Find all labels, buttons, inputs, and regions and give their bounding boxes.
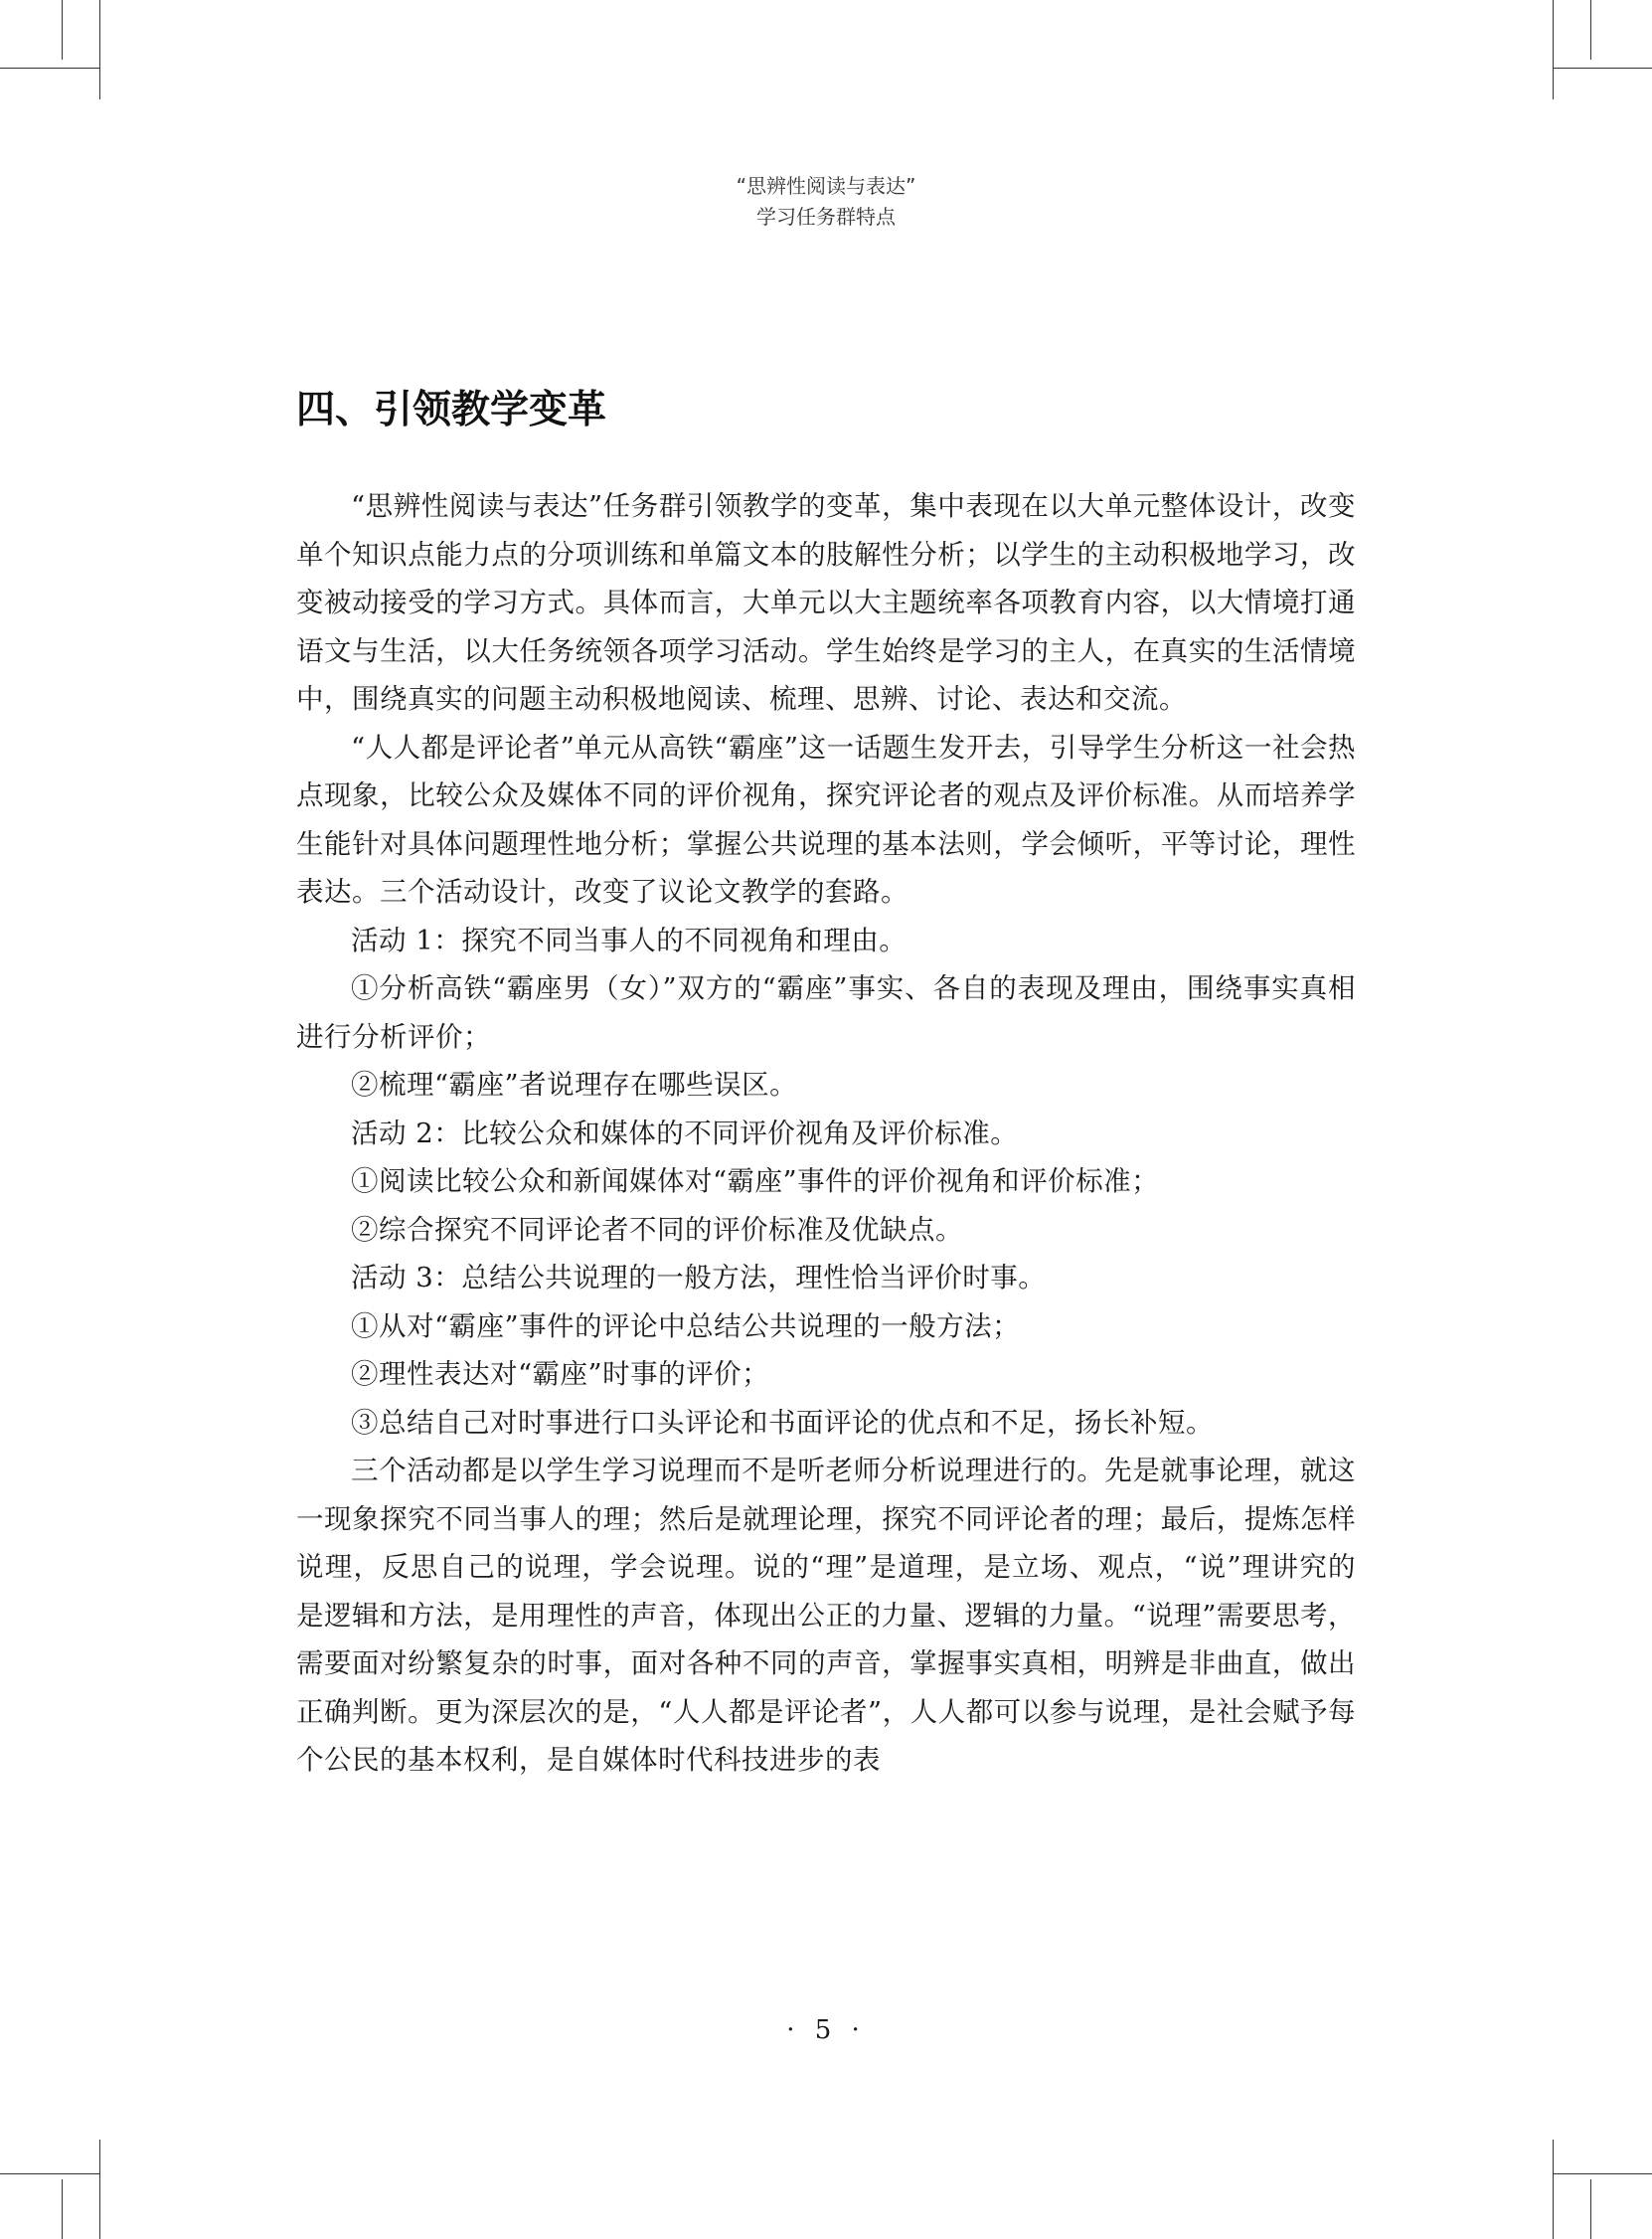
activity-2-title: 活动 2：比较公众和媒体的不同评价视角及评价标准。 [351, 1117, 1019, 1149]
running-head-line-2: 学习任务群特点 [756, 205, 896, 229]
crop-mark-bottom-right-v2 [1553, 2140, 1554, 2239]
section-heading: 四、引领教学变革 [296, 387, 607, 432]
activity-1-item-2: ②梳理“霸座”者说理存在哪些误区。 [351, 1069, 798, 1101]
crop-mark-bottom-left-v [62, 2179, 63, 2239]
page-number: · 5 · [786, 2015, 866, 2045]
crop-mark-bottom-left-v2 [99, 2140, 100, 2239]
running-head [0, 171, 1652, 233]
activity-2-item-1: ①阅读比较公众和新闻媒体对“霸座”事件的评价视角和评价标准； [351, 1165, 1160, 1197]
crop-mark-bottom-right-v [1590, 2179, 1591, 2239]
crop-mark-top-right-v2 [1553, 0, 1554, 99]
crop-mark-bottom-right-h [1553, 2173, 1652, 2174]
paragraph-unit: “人人都是评论者”单元从高铁“霸座”这一话题生发开去，引导学生分析这一社会热点现象，比较公众及媒体不同的评价视角，探究评论者的观点及评价标准。从而培养学生能针对具体问题理性地分析；掌握公共说理的基本法则，学会倾听，平等讨论，理性表达。三个活动设计，改变了议论文教学的套路。 [296, 731, 1356, 908]
crop-mark-bottom-left-h [0, 2173, 99, 2174]
crop-mark-top-left-h [0, 68, 99, 69]
crop-mark-top-right-v [1590, 0, 1591, 60]
paragraph-summary: 三个活动都是以学生学习说理而不是听老师分析说理进行的。先是就事论理，就这一现象探究不同当事人的理；然后是就理论理，探究不同评论者的理；最后，提炼怎样说理，反思自己的说理，学会说理。说的“理”是道理，是立场、观点，“说”理讲究的是逻辑和方法，是用理性的声音，体现出公正的力量、逻辑的力量。“说理”需要思考，需要面对纷繁复杂的时事，面对各种不同的声音，掌握事实真相，明辨是非曲直，做出正确判断。更为深层次的是，“人人都是评论者”，人人都可以参与说理，是社会赋予每个公民的基本权利，是自媒体时代科技进步的表 [296, 1455, 1356, 1776]
activity-2-item-2: ②综合探究不同评论者不同的评价标准及优缺点。 [351, 1213, 963, 1246]
activity-3-item-1: ①从对“霸座”事件的评论中总结公共说理的一般方法； [351, 1309, 1021, 1342]
crop-mark-top-left-v [62, 0, 63, 60]
activity-3-item-3: ③总结自己对时事进行口头评论和书面评论的优点和不足，扬长补短。 [351, 1406, 1214, 1439]
crop-mark-top-left-v2 [99, 0, 100, 99]
activity-1-title: 活动 1：探究不同当事人的不同视角和理由。 [351, 924, 908, 956]
body-text [296, 482, 1356, 1785]
activity-3-item-2: ②理性表达对“霸座”时事的评价； [351, 1358, 770, 1390]
activity-1-item-1: ①分析高铁“霸座男（女）”双方的“霸座”事实、各自的表现及理由，围绕事实真相进行分析评价； [296, 972, 1356, 1053]
crop-mark-top-right-h [1553, 68, 1652, 69]
running-head-line-1: “思辨性阅读与表达” [736, 174, 916, 198]
activity-3-title: 活动 3：总结公共说理的一般方法，理性恰当评价时事。 [351, 1262, 1047, 1293]
paragraph-intro: “思辨性阅读与表达”任务群引领教学的变革，集中表现在以大单元整体设计，改变单个知识点能力点的分项训练和单篇文本的肢解性分析；以学生的主动积极地学习，改变被动接受的学习方式。具体而言，大单元以大主题统率各项教育内容，以大情境打通语文与生活，以大任务统领各项学习活动。学生始终是学习的主人，在真实的生活情境中，围绕真实的问题主动积极地阅读、梳理、思辨、讨论、表达和交流。 [296, 490, 1356, 715]
